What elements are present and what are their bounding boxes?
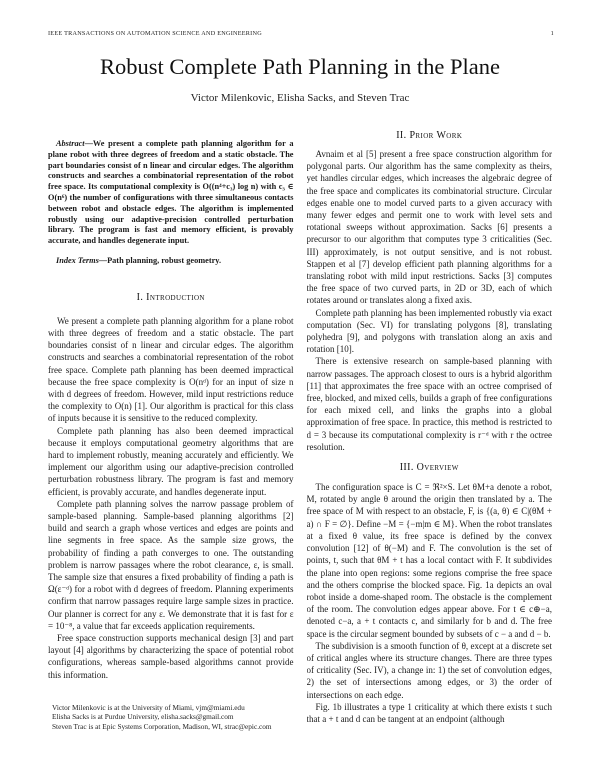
section-heading-overview: III. Overview	[399, 462, 459, 474]
left-column	[48, 127, 294, 733]
introduction-paragraph-4: Free space construction supports mechanical design [3] and part layout [4] algorithms by characterizing the space of potential robot configurations, whereas sample-based algorithms cannot provide this information.	[48, 633, 294, 680]
index-terms-paragraph	[48, 256, 294, 267]
right-column	[307, 127, 553, 733]
section-heading-prior-work: II. Prior Work	[396, 130, 463, 141]
prior-work-paragraph-3: There is extensive research on sample-based planning with narrow passages. The approach closest to ours is a hybrid algorithm [11] that approximates the free space with an octree comprised of free, blocked, and mixed cells, builds a graph of free configurations for each mixed cell, and links the graphs into a global approximation of free space. In practice, this method is restricted to d = 3 because its computational complexity is r⁻ᵈ with r the octree resolution.	[306, 356, 552, 452]
running-header	[48, 30, 554, 37]
two-column-body	[48, 127, 552, 733]
abstract-text: —We present a complete path planning algorithm for a plane robot with three degrees of freedom and a static obstacle. The part boundaries consist of n linear and circular edges. The algorithm constructs and searches a combinatorial representation of the robot free space. Its computational complexity is O((n⁴+c₃) log n) with c₃ ∈ O(n⁶) the number of configurations with three simultaneous contacts between robot and obstacle edges. The algorithm is implemented robustly using our adaptive-precision controlled perturbation library. The program is fast and memory efficient, is provably accurate, and handles degenerate input.	[48, 139, 294, 246]
page-number: 1	[550, 30, 554, 37]
footnote-line: Victor Milenkovic is at the University of Miami, vjm@miami.edu	[52, 702, 245, 712]
author-footnotes	[48, 703, 294, 731]
footnote-line: Elisha Sacks is at Purdue University, elisha.sacks@gmail.com	[52, 712, 234, 722]
abstract-lead: Abstract	[56, 139, 85, 148]
overview-paragraph-3: Fig. 1b illustrates a type 1 criticality at which there exists t such that a + t and d can be tangent at an endpoint (although	[306, 701, 552, 724]
introduction-paragraph-2: Complete path planning has also been deemed impractical because it employs computational geometry algorithms that are hard to implement robustly, meaning accurately and efficiently. We implement our algorithm using our adaptive-precision controlled perturbation robustness library. The program is fast and memory efficient, is provably accurate, and handles degenerate input.	[48, 425, 294, 497]
footnote-line: Steven Trac is at Epic Systems Corporation, Madison, WI, strac@epic.com	[52, 721, 272, 731]
section-heading-introduction: I. Introduction	[136, 291, 205, 303]
index-terms-text: —Path planning, robust geometry.	[98, 255, 222, 265]
overview-paragraph-1: The configuration space is C = ℜ²×S. Let θM+a denote a robot, M, rotated by angle θ around the origin then translated by a. The free space of M with respect to an obstacle, F, is {(a, θ) ∈ C|(θM + a) ∩ F = ∅}. Define −M = {−m|m ∈ M}. When the robot translates at a fixed θ value, its free space is defined by the convex convolution [12] of θ(−M) and F. The convolution is the set of points, t, such that θM + t has a local contact with F. It subdivides the plane into open regions: some regions comprise the free space and the others comprise the blocked space. Fig. 1a depicts an oval robot inside a dome-shaped room. The obstacle is the complement of the room. The convolution edges appear above. For t ∈ c⊕−a, denoted c−a, a + t contacts c, and similarly for b and d. The free space is the circular segment bounded by subsets of c − a and d − b.	[306, 482, 552, 639]
paper-title: Robust Complete Path Planning in the Plane	[100, 54, 500, 79]
prior-work-paragraph-2: Complete path planning has been implemented robustly via exact computation (Sec. VI) for translating polygons [8], translating polyhedra [9], and polygons with translation along an axis and rotation [10].	[306, 307, 552, 355]
introduction-paragraph-3: Complete path planning solves the narrow passage problem of sample-based planning. Sample-based planning algorithms [2] build and search a graph whose vertices and edges are points and line segments in free space. As the sample size grows, the probability of finding a path converges to one. The outstanding problem is narrow passages where the robot clearance, ε, is small. The sample size that ensures a fixed probability of finding a path is Ω(ε⁻ᵈ) for a robot with d degrees of freedom. Planning experiments confirm that narrow passages require large sample sizes in practice. Our planner is correct for any ε. We demonstrate that it is fast for ε = 10⁻⁸, a value that far exceeds application requirements.	[48, 498, 294, 631]
introduction-paragraph-1: We present a complete path planning algorithm for a plane robot with three degrees of freedom and a static obstacle. The part boundaries consist of n linear and circular edges. The algorithm constructs and searches a combinatorial representation of the robot free space. Complete path planning has been deemed impractical because the free space complexity is O(nᵈ) for an input of size n with d degrees of freedom. However, mild input restrictions reduce the complexity to O(n) [1]. Our algorithm is practical for this class of inputs because it is sensitive to the reduced complexity.	[48, 315, 294, 424]
index-terms-lead: Index Terms	[56, 255, 99, 265]
abstract-paragraph	[48, 139, 294, 247]
journal-name: IEEE TRANSACTIONS ON AUTOMATION SCIENCE AND ENGINEERING	[48, 30, 262, 37]
overview-paragraph-2: The subdivision is a smooth function of θ, except at a discrete set of critical angles where its structure changes. There are three types of criticality (Sec. IV), a change in: 1) the set of convolution edges, 2) the set of intersections among edges, or 3) the order of intersections on each edge.	[306, 640, 552, 700]
authors-line: Victor Milenkovic, Elisha Sacks, and Steven Trac	[190, 92, 410, 104]
prior-work-paragraph-1: Avnaim et al [5] present a free space construction algorithm for polygonal parts. Our algorithm has the same complexity as theirs, yet handles circular edges, which increases the algebraic degree of the free space and complicates its combinatorial structure. Circular edges enable one to model curved parts to a given accuracy with many fewer edges and permit one to work with level sets and rotational sweeps without approximation. Sacks [6] presents a precursor to our algorithm that computes type 3 criticalities (Sec. III) approximately, is not output sensitive, and is not robust. Stappen et al [7] develop efficient path planning algorithms for a translating robot with mild input restrictions. Sacks [3] computes the free space of two curved parts, in 2D or 3D, each of which rotates around or translates along a fixed axis.	[306, 149, 552, 306]
